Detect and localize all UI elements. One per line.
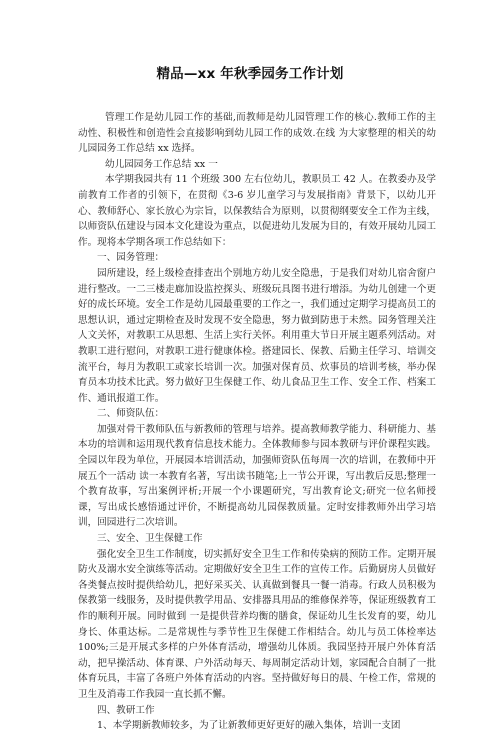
- section-heading-research: 四、教研工作: [97, 704, 155, 716]
- section-heading-teachers: 二、师资队伍：: [97, 408, 165, 420]
- document-body: [78, 110, 436, 734]
- research-paragraph: 1、本学期新教师较多，为了让新教师更好更好的融入集体，培训一支团: [97, 720, 401, 732]
- section-heading-safety: 三、安全、卫生保健工作: [97, 533, 203, 545]
- overview-paragraph: 本学期我园共有 11 个班级 300 左右位幼儿，教职员工 42 人。在教委办及学前教育工作者的引领下，在贯彻《3-6 岁儿童学习与发展指南》背景下，以幼儿开心、教师舒心、家长放心为宗旨，以保教结合为原则，以贯彻纲要安全工作为主线，以师资队伍建设与园本文化建设为重点，以促进幼儿发展为目的，有效开展幼儿园工作。现将本学期各项工作总结如下：: [78, 174, 436, 248]
- summary-subtitle: 幼儿园园务工作总结 xx 一: [105, 158, 218, 170]
- section-heading-management: 一、园务管理：: [97, 252, 165, 264]
- management-paragraph: 园所建设，经上级检查排查出个别地方幼儿安全隐患，于是我们对幼儿宿舍窗户进行整改。一二三楼走廊加设监控探头、班级玩具图书进行增添。为幼儿创建一个更好的成长环境。安全工作是幼儿园最重要的工作之一，我们通过定期学习提高员工的思想认识，通过定期检查及时发现不安全隐患，努力做到防患于未然。园务管理关注人文关怀，对教职工从思想、生活上实行关怀。利用重大节日开展主题系列活动。对教职工进行慰问，对教职工进行健康体检。搭建园长、保教、后勤主任学习、培训交流平台，每月为教职工或家长培训一次。加强对保育员、炊事员的培训考核，举办保育员本功技术比武。努力做好卫生保健工作、幼儿食品卫生工作、安全工作、档案工作、通讯报道工作。: [78, 267, 436, 404]
- intro-paragraph: 管理工作是幼儿园工作的基础,而教师是幼儿园管理工作的核心.教师工作的主动性、积极性和创造性会直接影响到幼儿园工作的成效.在线 为大家整理的相关的幼儿园园务工作总结 xx 选择。: [78, 112, 436, 155]
- document-title: 精品—xx 年秋季园务工作计划: [156, 66, 344, 82]
- safety-paragraph: 强化安全卫生工作制度，切实抓好安全卫生工作和传染病的预防工作。定期开展防火及溺水安全演练等活动。定期做好安全卫生工作的宣传工作。后勤厨房人员做好各类餐点按时提供给幼儿，把好采买关、认真做到餐具一餐一消毒。行政人员积极为保教第一线服务，及时提供教学用品、安排器具用品的维修保养等，保证班级教育工作的顺利开展。同时做到 一是提供营养均衡的膳食，保证幼儿生长发育的要，幼儿身长、体重达标。二是常规性与季节性卫生保健工作相结合。幼儿与员工体检率达 100%;三是开展式多样的户外体育活动，增强幼儿体质。我园坚持开展户外体育活动，把早操活动、体育课、户外活动每天、每周制定活动计划，家园配合自制了一批体育玩具，丰富了各班户外体育活动的内容。坚持做好每日的晨、午检工作，常规的卫生及消毒工作我园一直长抓不懈。: [78, 548, 436, 700]
- teachers-paragraph: 加强对骨干教师队伍与新教师的管理与培养。提高教师教学能力、科研能力、基本功的培训和运用现代教育信息技术能力。全体教师参与园本教研与评价课程实践。全园以年段为单位，开展园本培训活动，加强师资队伍每周一次的培训，在教师中开展五个一活动 读一本教育名著，写出读书随笔;上一节公开课，写出教后反思;整理一个教育故事，写出案例评析;开展一个小课题研究，写出教育论文;研究一位名师授课，写出成长感悟通过评价，不断提高幼儿园保教质量。定时安排教师外出学习培训，回园进行二次培训。: [78, 423, 436, 529]
